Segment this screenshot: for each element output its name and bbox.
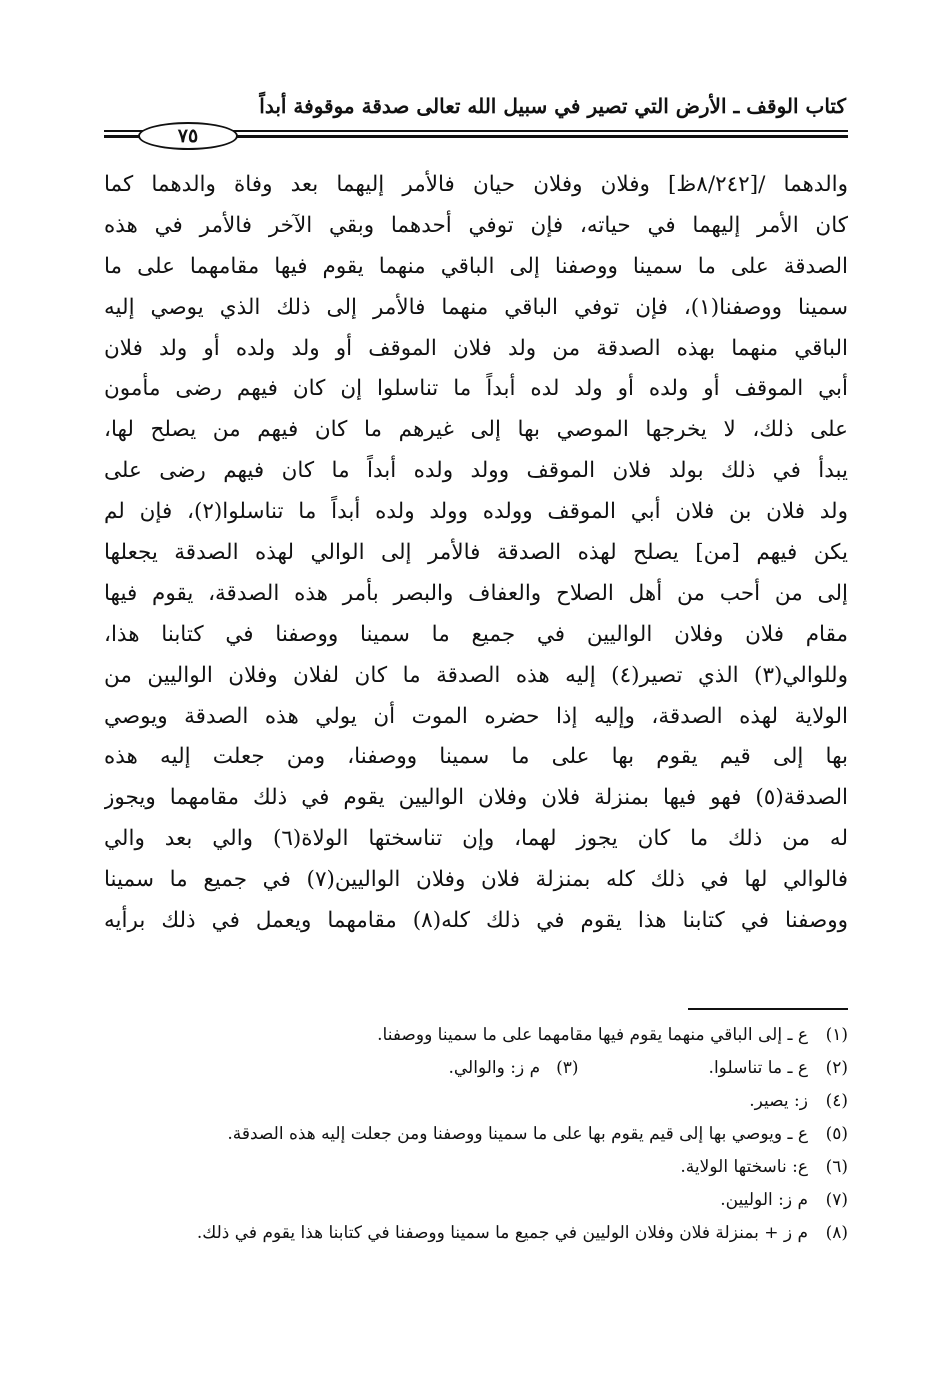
- footnote-number: (١): [825, 1025, 848, 1045]
- footnote-text: م ز: الوليين.: [720, 1190, 808, 1210]
- text-line: وللوالي(٣) الذي تصير(٤) إليه هذه الصدقة ما كان لفلان وفلان الواليين من: [104, 662, 848, 688]
- text-line: له من ذلك ما كان يجوز لهما، وإن تناسختها الولاة(٦) والي بعد والي: [104, 826, 848, 852]
- footnote-text: ع ـ ما تناسلوا.: [708, 1058, 808, 1078]
- text-line: على ذلك، لا يخرجها الموصي بها إلى غيرهم ما كان فيهم من يصلح لها،: [104, 417, 848, 443]
- text-line: يبدأ في ذلك بولد فلان الموقف وولد ولده أبداً ما كان فيهم رضى على: [104, 458, 848, 484]
- text-line: سمينا ووصفنا(١)، فإن توفي الباقي منهما فالأمر إلى ذلك الذي يوصي إليه: [104, 294, 848, 320]
- text-line: إلى من أحب من أهل الصلاح والعفاف والبصر بأمر هذه الصدقة، يقوم فيها: [104, 580, 848, 606]
- text-line: الولاية لهذه الصدقة، وإليه إذا حضره الموت أن يولي هذه الصدقة ويوصي: [104, 703, 848, 729]
- footnote-text: م ز + بمنزلة فلان وفلان الوليين في جميع ما سمينا ووصفنا في كتابنا هذا يقوم في ذلك.: [196, 1223, 808, 1243]
- text-line: والدهما /[٨/٢٤٢ظ] وفلان وفلان حيان فالأمر إليهما بعد وفاة والدهما كما: [104, 172, 848, 197]
- footnote: [104, 1055, 848, 1082]
- footnote-text: ز: يصير.: [749, 1091, 808, 1111]
- footnote-text: ع: ناسختها الولاية.: [680, 1157, 808, 1177]
- text-line: يكن فيهم [من] يصلح لهذه الصدقة فالأمر إلى الوالي لهذه الصدقة يجعلها: [104, 540, 848, 566]
- footnote: [104, 1187, 848, 1214]
- text-line: ولد فلان بن فلان أبي الموقف وولده وولد ولده أبداً ما تناسلوا(٢)، فإن لم: [104, 499, 848, 525]
- text-line: فالوالي لها في ذلك كله بمنزلة فلان وفلان الواليين(٧) في جميع ما سمينا: [104, 867, 848, 893]
- footnote-number: (٨): [825, 1223, 848, 1243]
- footnote-number: (٦): [825, 1157, 848, 1177]
- footnote-text: ع ـ ويوصي بها إلى قيم يقوم بها على ما سمينا ووصفنا ومن جعلت إليه هذه الصدقة.: [227, 1124, 808, 1144]
- footnote-text: ع ـ إلى الباقي منهما يقوم فيها مقامهما على ما سمينا ووصفنا.: [377, 1025, 808, 1045]
- page-number: ٧٥: [138, 122, 238, 150]
- footnote: [104, 1154, 848, 1181]
- header-rule: [104, 122, 848, 148]
- footnote: [104, 1121, 848, 1148]
- footnote-number: (٧): [825, 1190, 848, 1210]
- main-text: [104, 165, 848, 942]
- footnote-text: م ز: والوالي.: [448, 1058, 541, 1078]
- footnote: [104, 1022, 848, 1049]
- text-line: الباقي منهما بهذه الصدقة من ولد فلان الموقف أو ولد ولده أو ولد فلان: [104, 335, 848, 361]
- running-title: كتاب الوقف ـ الأرض التي تصير في سبيل الله تعالى صدقة موقوفة أبداً: [259, 94, 846, 118]
- footnote-number: (٣): [556, 1058, 579, 1078]
- text-line: ووصفنا في كتابنا هذا يقوم في ذلك كله(٨) مقامهما ويعمل في ذلك برأيه: [104, 908, 848, 934]
- text-line: بها إلى قيم يقوم بها على ما سمينا ووصفنا، ومن جعلت إليه هذه: [104, 744, 848, 770]
- text-line: كان الأمر إليهما في حياته، فإن توفي أحدهما وبقي الآخر فالأمر في هذه: [104, 212, 848, 238]
- footnotes: [104, 1022, 848, 1253]
- footnote-number: (٢): [825, 1058, 848, 1078]
- footnote-number: (٥): [825, 1124, 848, 1144]
- text-line: أبي الموقف أو ولده أو ولد لده أبداً ما تناسلوا إن كان فيهم رضى مأمون: [104, 376, 848, 402]
- footnote: [104, 1088, 848, 1115]
- text-line: مقام فلان وفلان الواليين في جميع ما سمينا ووصفنا في كتابنا هذا،: [104, 621, 848, 647]
- footnote-separator: [688, 1008, 848, 1010]
- text-line: الصدقة على ما سمينا ووصفنا إلى الباقي منهما يقوم فيها مقامهما على ما: [104, 253, 848, 279]
- footnote-number: (٤): [825, 1091, 848, 1111]
- text-line: الصدقة(٥) فهو فيها بمنزلة فلان وفلان الواليين يقوم في ذلك مقامهما ويجوز: [104, 785, 848, 811]
- footnote: [104, 1220, 848, 1247]
